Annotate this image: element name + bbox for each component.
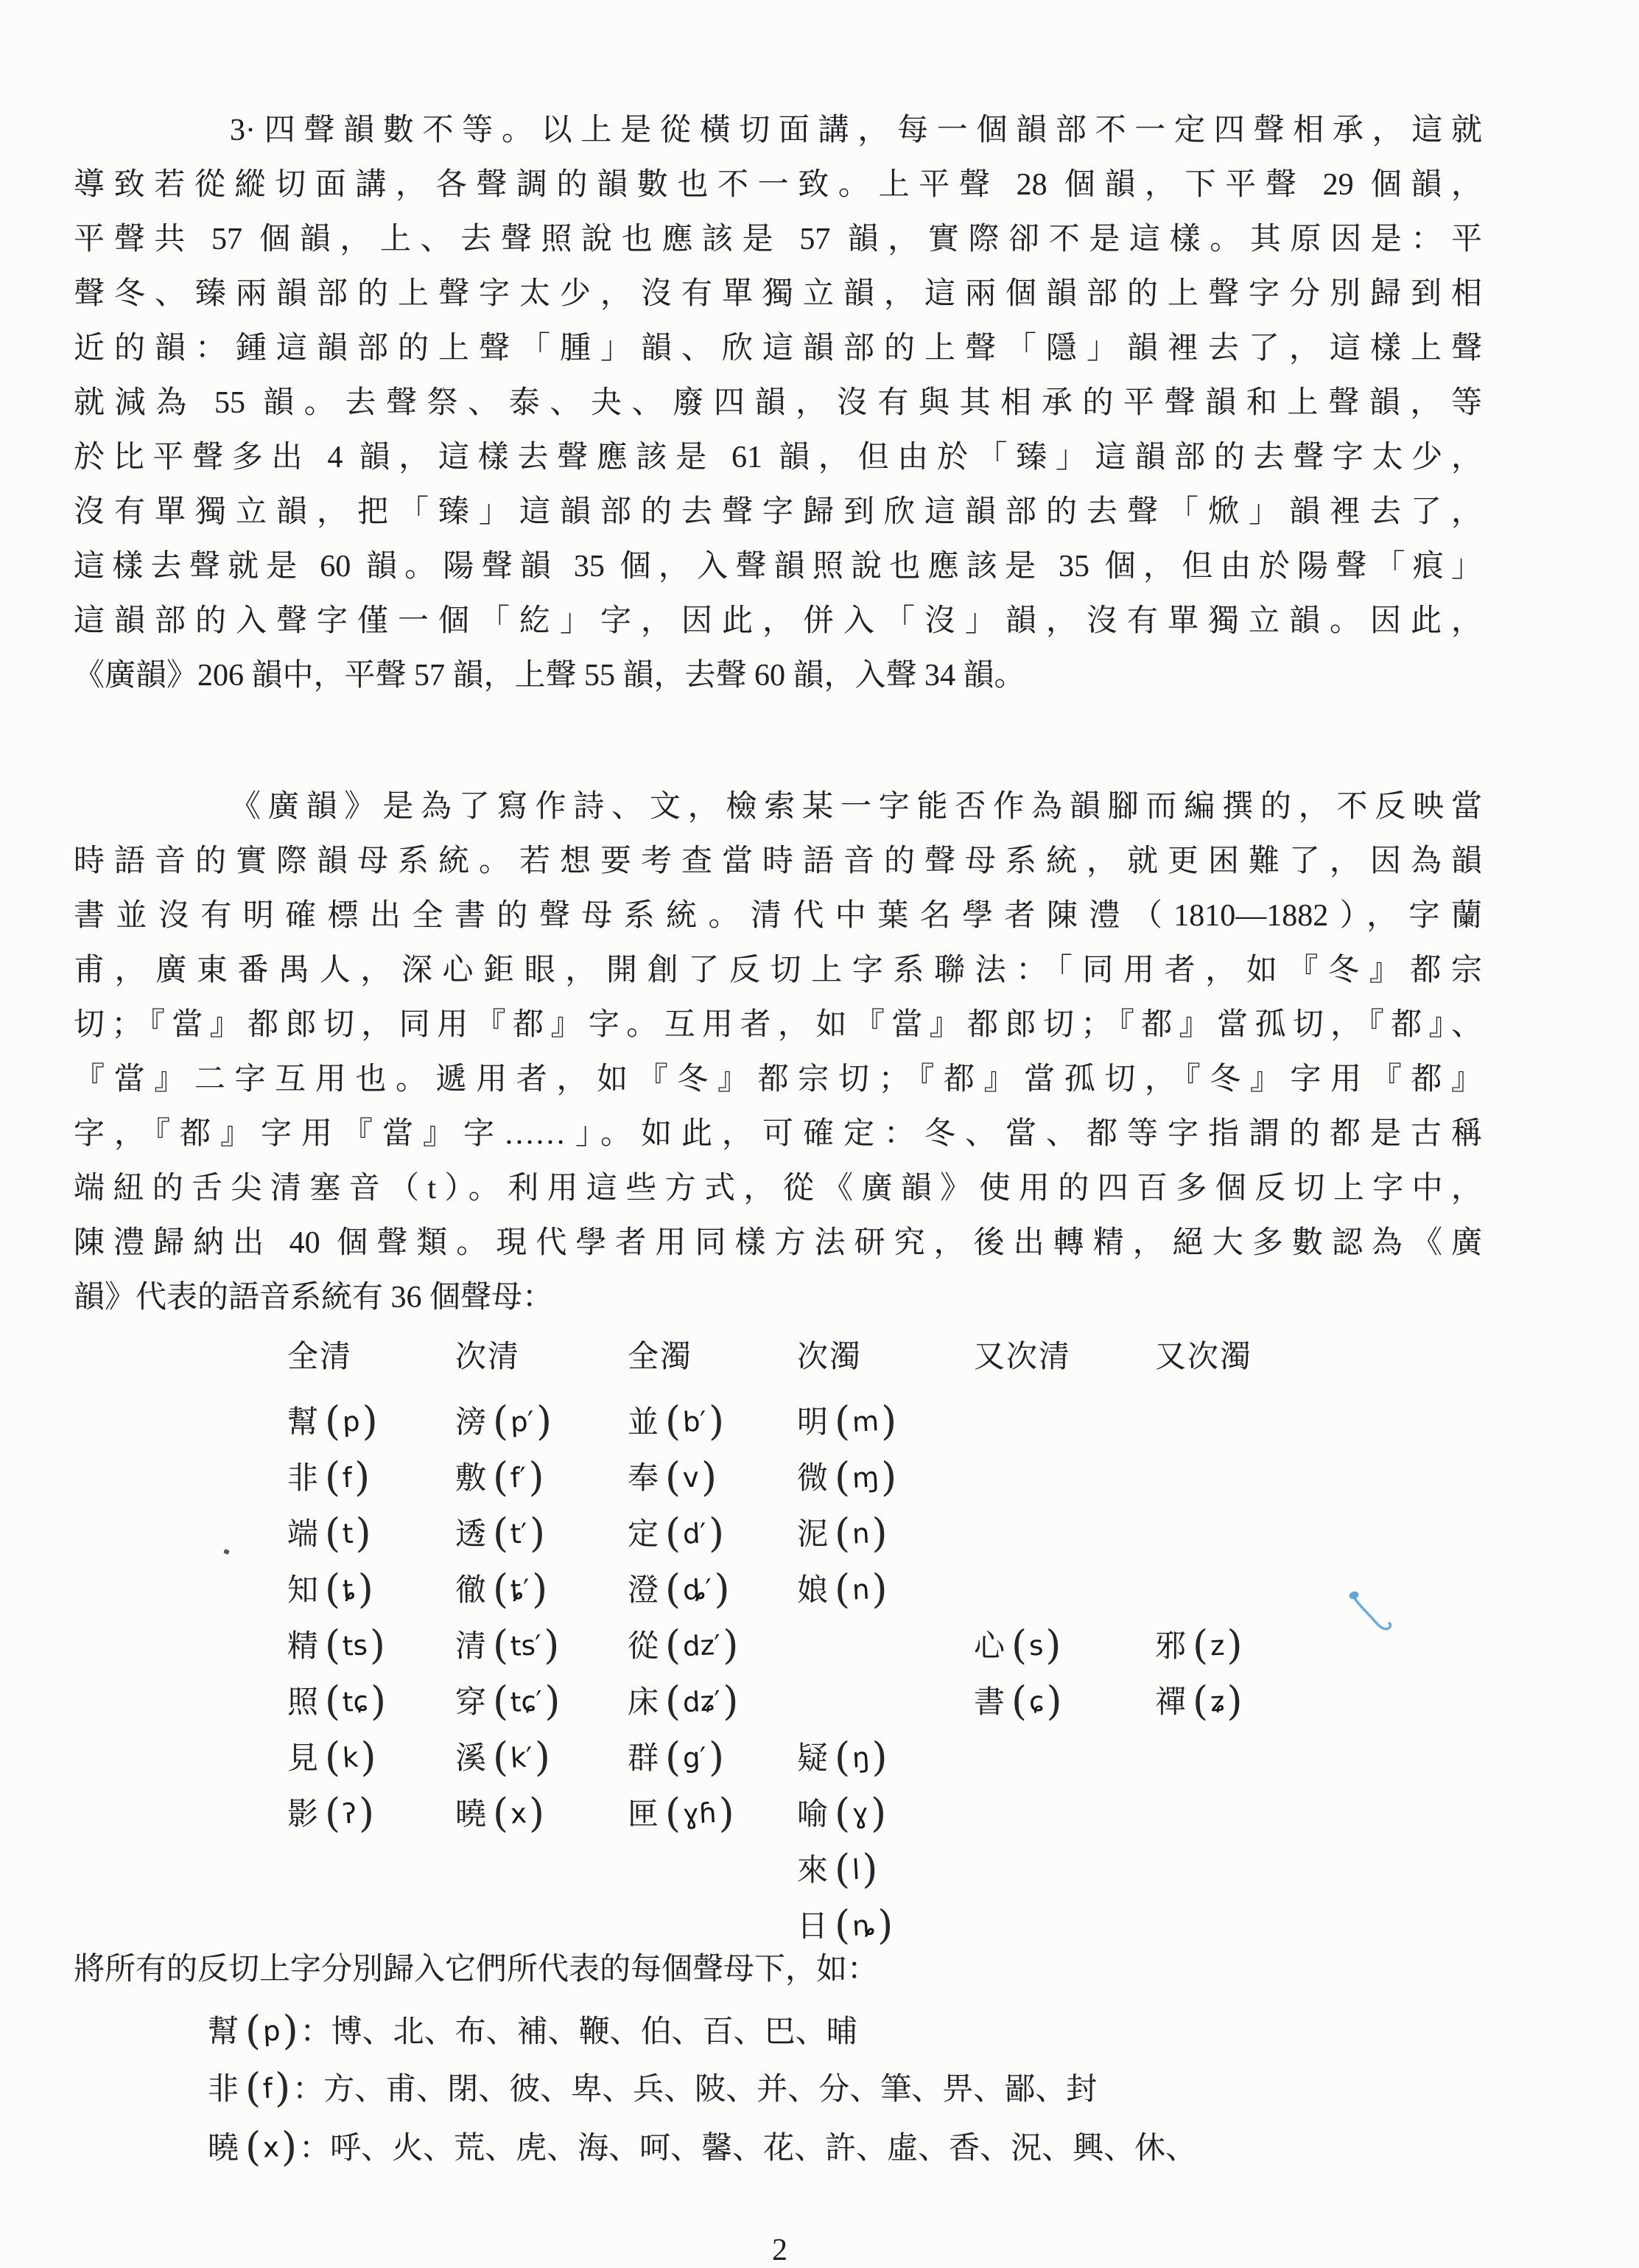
initial-cell — [628, 1447, 719, 1503]
initial-character: 群 — [628, 1742, 659, 1776]
phonetic-symbol: dʑ′ — [681, 1684, 722, 1719]
example-words: ：博、北、布、補、鞭、伯、百、巴、晡 — [300, 2015, 857, 2049]
text-line: 導致若從縱切面講，各聲調的韻數也不一致。上平聲 28 個韻，下平聲 29 個韻， — [74, 168, 1482, 202]
phonetic-symbol-parens — [491, 1783, 547, 1849]
initial-cell — [287, 1391, 380, 1447]
initial-character: 敷 — [455, 1462, 487, 1496]
initial-cell — [974, 1671, 1064, 1727]
phonetic-symbol: k′ — [509, 1741, 534, 1774]
initial-character: 心 — [974, 1630, 1005, 1664]
initial-cell — [628, 1391, 726, 1447]
initial-character: 清 — [455, 1630, 487, 1664]
column-header: 次濁 — [797, 1340, 863, 1374]
phonetic-symbol: p — [262, 2015, 281, 2048]
phonetic-symbol: ʔ — [341, 1797, 358, 1830]
initial-cell — [628, 1559, 732, 1615]
column-header: 又次濁 — [1155, 1340, 1253, 1374]
initial-character: 疑 — [797, 1742, 829, 1776]
initial-character: 曉 — [455, 1798, 487, 1832]
pen-annotation-stroke — [1355, 1598, 1391, 1629]
text-line: 於比平聲多出 4 韻，這樣去聲應該是 61 韻，但由於「臻」這韻部的去聲字太少， — [74, 441, 1482, 475]
example-line — [208, 2001, 857, 2056]
page-number: 2 — [772, 2233, 787, 2267]
phonetic-symbol: ɱ — [851, 1461, 880, 1494]
initial-character: 溪 — [455, 1742, 487, 1776]
initial-cell — [287, 1615, 387, 1671]
initial-cell — [455, 1615, 561, 1671]
text-line: 書並沒有明確標出全書的聲母系統。清代中葉名學者陳澧（1810—1882），字蘭 — [74, 899, 1482, 933]
text-line: 字，『都』字用『當』字……」。如此，可確定：冬、當、都等字指謂的都是古稱 — [74, 1117, 1482, 1151]
phonetic-symbol: v — [681, 1461, 701, 1494]
initial-cell — [628, 1671, 740, 1727]
initial-cell — [1155, 1671, 1245, 1727]
phonetic-symbol: t — [341, 1517, 354, 1550]
initial-character: 泥 — [797, 1518, 829, 1552]
initial-character: 喻 — [797, 1798, 829, 1832]
initial-character: 日 — [797, 1910, 829, 1944]
example-line — [208, 2118, 1196, 2172]
phonetic-symbol: ɕ — [1028, 1685, 1045, 1718]
initial-character: 滂 — [455, 1406, 487, 1440]
example-initial-character: 幫 — [208, 2015, 239, 2049]
initial-cell — [287, 1783, 376, 1839]
phonetic-symbol: m — [851, 1405, 880, 1438]
column-header: 又次清 — [974, 1340, 1072, 1374]
text-line: 平聲共 57 個韻，上、去聲照說也應該是 57 韻，實際卻不是這樣。其原因是：平 — [74, 223, 1482, 256]
initial-character: 明 — [797, 1406, 829, 1440]
text-line: 近的韻：鍾這韻部的上聲「腫」韻、欣這韻部的上聲「隱」韻裡去了，這樣上聲 — [74, 332, 1482, 365]
initial-cell — [797, 1391, 899, 1447]
phonetic-symbol-parens — [1009, 1671, 1064, 1737]
initial-cell — [455, 1727, 552, 1783]
phonetic-symbol-parens — [243, 2118, 299, 2177]
phonetic-symbol: g′ — [681, 1741, 708, 1774]
initial-character: 非 — [287, 1462, 319, 1496]
initial-character: 娘 — [797, 1574, 829, 1608]
initial-cell — [797, 1727, 890, 1783]
initial-character: 精 — [287, 1630, 319, 1664]
text-line: 端紐的舌尖清塞音（t）。利用這些方式，從《廣韻》使用的四百多個反切上字中， — [74, 1172, 1482, 1205]
phonetic-symbol: l — [851, 1853, 861, 1886]
text-line: 《廣韻》206 韻中，平聲 57 韻，上聲 55 韻，去聲 60 韻，入聲 34 韻。 — [74, 659, 1025, 693]
example-line — [208, 2059, 1097, 2113]
initial-character: 影 — [287, 1798, 319, 1832]
text-line: 沒有單獨立韻，把「臻」這韻部的去聲字歸到欣這韻部的去聲「焮」韻裡去了， — [74, 495, 1482, 529]
phonetic-symbol: f — [262, 2072, 274, 2105]
text-line: 韻》代表的語音系統有 36 個聲母： — [74, 1281, 554, 1315]
initial-character: 書 — [974, 1686, 1005, 1720]
phonetic-symbol-parens — [243, 2001, 301, 2060]
phonetic-symbol: x — [509, 1797, 528, 1830]
phonetic-symbol: tɕ — [341, 1685, 370, 1718]
initial-character: 端 — [287, 1518, 319, 1552]
phonetic-symbol: ts — [341, 1629, 368, 1662]
initial-cell — [455, 1391, 554, 1447]
phonetic-symbol: ɣɦ — [681, 1796, 717, 1831]
column-header: 次清 — [455, 1340, 521, 1374]
initial-character: 定 — [628, 1518, 659, 1552]
initial-cell — [455, 1447, 547, 1503]
phonetic-symbol: ȵ — [851, 1909, 877, 1942]
initial-character: 知 — [287, 1574, 319, 1608]
initial-cell — [628, 1783, 737, 1839]
initial-cell — [797, 1503, 890, 1559]
phonetic-symbol-parens — [663, 1783, 737, 1849]
column-header: 全清 — [287, 1340, 353, 1374]
initial-character: 從 — [628, 1630, 659, 1664]
initial-cell — [455, 1559, 550, 1615]
initial-character: 澄 — [628, 1574, 659, 1608]
text-line: 這韻部的入聲字僅一個「紇」字，因此，併入「沒」韻，沒有單獨立韻。因此， — [74, 604, 1482, 638]
closing-line: 將所有的反切上字分別歸入它們所代表的每個聲母下，如： — [74, 1953, 879, 1987]
initial-cell — [287, 1447, 372, 1503]
phonetic-symbol-parens — [243, 2059, 292, 2118]
column-header: 全濁 — [628, 1340, 693, 1374]
text-line: 3·四聲韻數不等。以上是從橫切面講，每一個韻部不一定四聲相承，這就 — [230, 113, 1482, 147]
initial-cell — [287, 1503, 373, 1559]
phonetic-symbol: t′ — [509, 1517, 529, 1550]
phonetic-symbol: tɕ′ — [509, 1684, 544, 1719]
phonetic-symbol: x — [262, 2131, 281, 2164]
initial-cell — [455, 1503, 547, 1559]
text-line: 時語音的實際韻母系統。若想要考查當時語音的聲母系統，就更困難了，因為韻 — [74, 844, 1482, 878]
initial-character: 並 — [628, 1406, 659, 1440]
phonetic-symbol: n — [851, 1573, 871, 1606]
initial-cell — [974, 1615, 1063, 1671]
text-line: 聲冬、臻兩韻部的上聲字太少，沒有單獨立韻，這兩個韻部的上聲字分別歸到相 — [74, 277, 1482, 311]
text-line: 甫，廣東番禺人，深心鉅眼，開創了反切上字系聯法：「同用者，如『冬』都宗 — [74, 953, 1482, 987]
example-words: ：呼、火、荒、虎、海、呵、馨、花、許、虛、香、況、興、休、 — [299, 2132, 1197, 2166]
initial-character: 徹 — [455, 1574, 487, 1608]
initial-cell — [628, 1615, 740, 1671]
phonetic-symbol: s — [1028, 1629, 1045, 1662]
text-line: 就減為 55 韻。去聲祭、泰、夬、廢四韻，沒有與其相承的平聲韻和上聲韻，等 — [74, 386, 1482, 420]
initial-character: 透 — [455, 1518, 487, 1552]
text-line: 陳澧歸納出 40 個聲類。現代學者用同樣方法研究，後出轉精，絕大多數認為《廣 — [74, 1226, 1482, 1260]
phonetic-symbol: k — [341, 1741, 359, 1774]
initial-cell — [628, 1503, 726, 1559]
example-initial-character: 非 — [208, 2073, 239, 2107]
initial-cell — [797, 1559, 890, 1615]
initial-cell — [455, 1671, 562, 1727]
phonetic-symbol-parens — [1190, 1671, 1245, 1737]
phonetic-symbol: ts′ — [509, 1628, 543, 1663]
initial-cell — [287, 1671, 388, 1727]
blue-pen-annotation — [1345, 1586, 1398, 1645]
phonetic-symbol: ȶ′ — [509, 1573, 531, 1606]
phonetic-symbol: n — [851, 1517, 871, 1550]
text-line: 切；『當』都郎切，同用『都』字。互用者，如『當』都郎切；『都』當孤切，『都』、 — [74, 1008, 1482, 1042]
example-words: ：方、甫、閉、彼、卑、兵、陂、并、分、筆、畀、鄙、封 — [292, 2073, 1098, 2107]
initial-character: 微 — [797, 1462, 829, 1496]
initial-character: 邪 — [1155, 1630, 1187, 1664]
phonetic-symbol-parens — [832, 1559, 890, 1625]
phonetic-symbol-parens — [323, 1783, 376, 1849]
initial-cell — [797, 1783, 888, 1839]
phonetic-symbol: ȡ′ — [681, 1572, 713, 1607]
initial-character: 照 — [287, 1686, 319, 1720]
phonetic-symbol: z — [1209, 1629, 1226, 1662]
phonetic-symbol: ʑ — [1209, 1685, 1226, 1718]
initial-character: 禪 — [1155, 1686, 1187, 1720]
phonetic-symbol: b′ — [681, 1405, 708, 1438]
text-line: 《廣韻》是為了寫作詩、文，檢索某一字能否作為韻腳而編撰的，不反映當 — [230, 790, 1482, 824]
text-line: 『當』二字互用也。遞用者，如『冬』都宗切；『都』當孤切，『冬』字用『都』 — [74, 1063, 1482, 1096]
initial-cell — [1155, 1615, 1245, 1671]
initial-character: 幫 — [287, 1406, 319, 1440]
phonetic-symbol: ŋ — [851, 1741, 871, 1774]
initial-cell — [287, 1727, 379, 1783]
phonetic-symbol: f′ — [509, 1461, 527, 1494]
initial-character: 穿 — [455, 1686, 487, 1720]
text-line: 這樣去聲就是 60 韻。陽聲韻 35 個，入聲韻照說也應該是 35 個，但由於陽聲「痕」 — [74, 550, 1482, 584]
phonetic-symbol: f — [341, 1461, 354, 1494]
phonetic-symbol: ɣ — [851, 1797, 870, 1830]
initial-cell — [287, 1559, 376, 1615]
initial-cell — [797, 1839, 880, 1895]
initial-character: 見 — [287, 1742, 319, 1776]
initial-cell — [797, 1447, 899, 1503]
initial-character: 匣 — [628, 1798, 659, 1832]
phonetic-symbol: dz′ — [681, 1628, 722, 1663]
initial-cell — [455, 1783, 547, 1839]
initial-character: 來 — [797, 1854, 829, 1888]
phonetic-symbol: p′ — [509, 1405, 536, 1438]
example-initial-character: 曉 — [208, 2132, 239, 2166]
initial-character: 床 — [628, 1686, 659, 1720]
phonetic-symbol: ȶ — [341, 1573, 357, 1606]
phonetic-symbol: d′ — [681, 1517, 708, 1550]
phonetic-symbol: p — [341, 1405, 361, 1438]
initial-character: 奉 — [628, 1462, 659, 1496]
initial-cell — [628, 1727, 726, 1783]
